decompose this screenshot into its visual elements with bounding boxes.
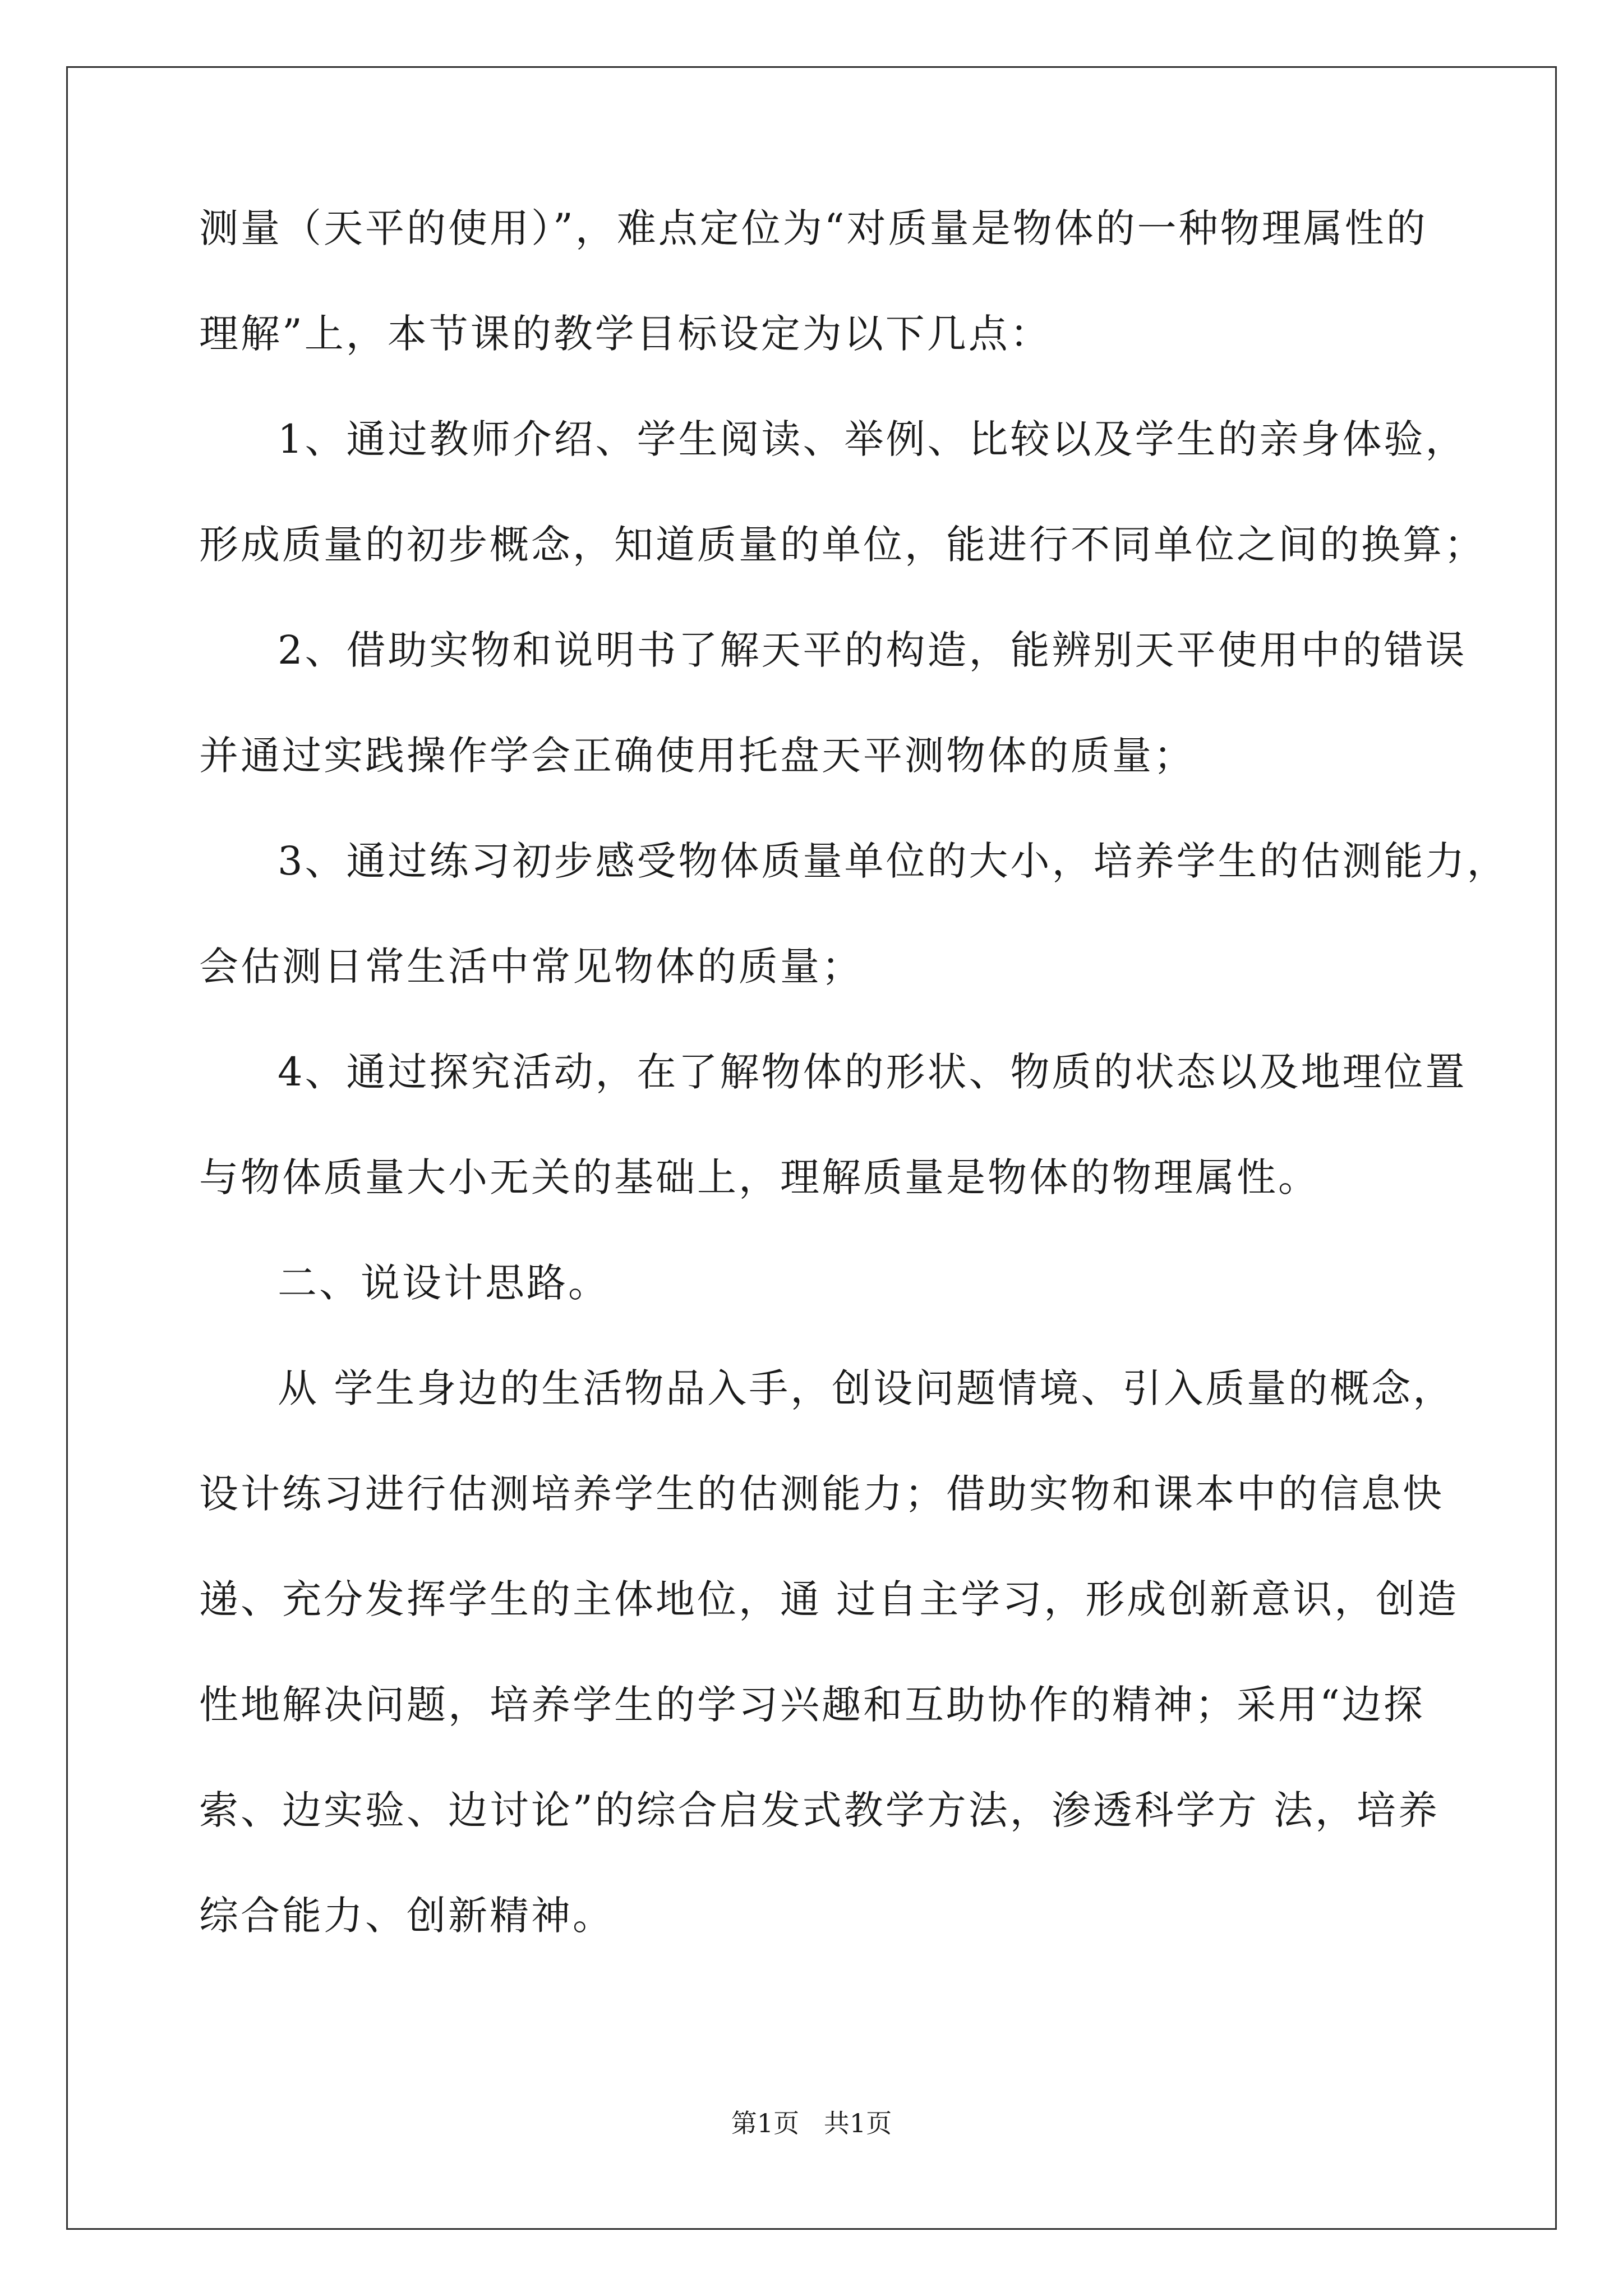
text-line: 会估测日常生活中常见物体的质量； [199,944,863,990]
text-line: 3、通过练习初步感受物体质量单位的大小，培养学生的估测能力， [278,838,1509,884]
text-line: 2、借助实物和说明书了解天平的构造，能辨别天平使用中的错误 [278,627,1467,673]
text-line: 理解”上，本节课的教学目标设定为以下几点： [199,311,1052,357]
text-line: 4、通过探究活动，在了解物体的形状、物质的状态以及地理位置 [278,1049,1467,1095]
text-line: 综合能力、创新精神。 [199,1893,614,1939]
section-heading: 二、说设计思路。 [278,1260,610,1306]
text-line: 并通过实践操作学会正确使用托盘天平测物体的质量； [199,733,1195,779]
text-line: 1、通过教师介绍、学生阅读、举例、比较以及学生的亲身体验， [278,416,1467,462]
text-line: 与物体质量大小无关的基础上，理解质量是物体的物理属性。 [199,1154,1320,1200]
text-line: 索、边实验、边讨论”的综合启发式教学方法，渗透科学方 法，培养 [199,1787,1440,1833]
text-line: 设计练习进行估测培养学生的估测能力；借助实物和课本中的信息快 [199,1471,1444,1517]
text-line: 从 学生身边的生活物品入手，创设问题情境、引入质量的概念， [278,1365,1455,1411]
page-number-footer: 第1页 共1页 [731,2108,892,2138]
text-line: 测量（天平的使用）”，难点定位为“对质量是物体的一种物理属性的 [199,205,1428,251]
text-line: 性地解决问题，培养学生的学习兴趣和互助协作的精神；采用“边探 [199,1682,1425,1728]
document-body [199,205,1509,2000]
text-line: 递、充分发挥学生的主体地位，通 过自主学习，形成创新意识，创造 [199,1576,1459,1622]
text-line: 形成质量的初步概念，知道质量的单位，能进行不同单位之间的换算； [199,522,1486,568]
